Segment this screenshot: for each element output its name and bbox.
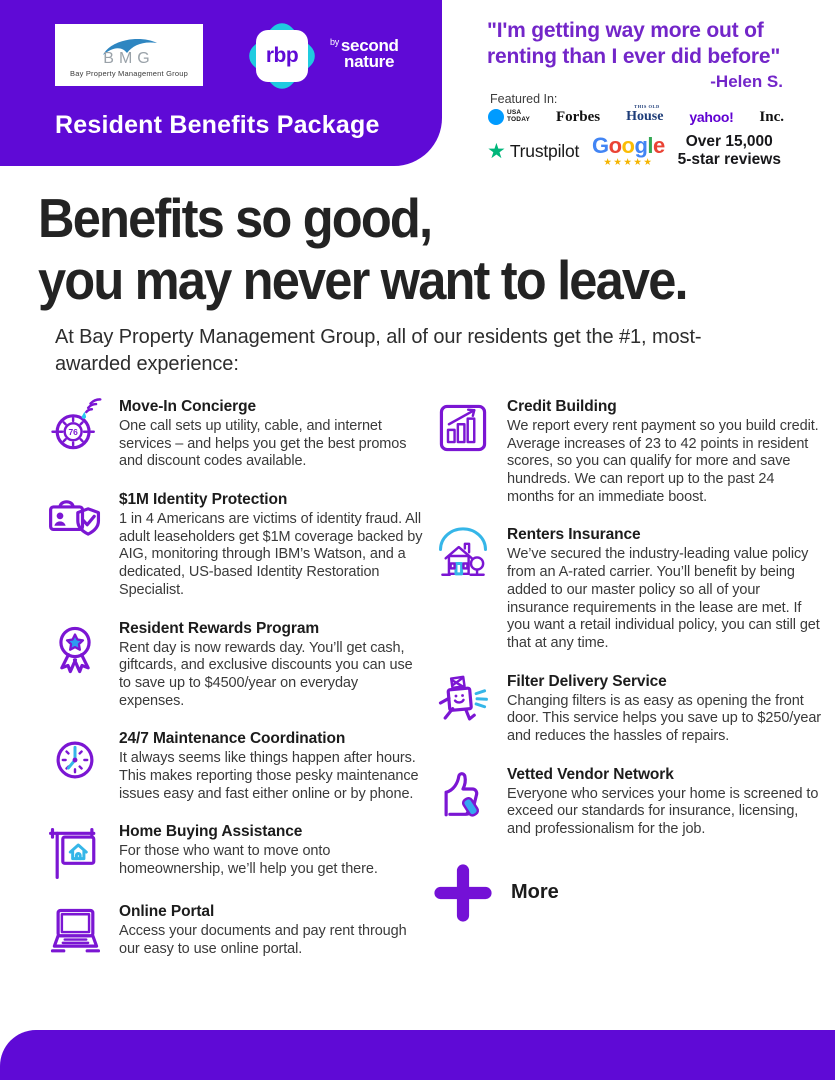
footer-banner — [0, 1030, 835, 1080]
usa-today-circle-icon — [488, 109, 504, 125]
second-nature-line1: second — [340, 36, 399, 55]
benefits-column-left — [45, 398, 423, 983]
benefit-title: Move-In Concierge — [119, 398, 256, 415]
benefit-title: More — [511, 881, 559, 904]
benefit-online-portal — [45, 903, 423, 963]
reviews-summary-line2: 5-star reviews — [677, 151, 781, 169]
benefit-home-buying — [45, 823, 423, 883]
quote-line-1: "I'm getting way more out of — [487, 19, 764, 42]
reviews-summary-line1: Over 15,000 — [685, 133, 773, 150]
testimonial — [487, 18, 813, 92]
svg-text:76: 76 — [68, 427, 78, 438]
benefit-description: For those who want to move onto homeownership, we’ll help you get there. — [119, 843, 378, 877]
benefit-title: Filter Delivery Service — [507, 672, 667, 690]
vetted-vendor-thumbs-up-icon — [433, 766, 493, 826]
trustpilot-star-icon: ★ — [487, 139, 506, 163]
benefit-description: Changing filters is as easy as opening the front door. This service helps you save up to $250/year and reduces the hassles of repairs. — [507, 692, 822, 744]
heading-line-1: Benefits so good, — [38, 187, 432, 249]
resident-rewards-icon — [45, 620, 105, 680]
second-nature-logo — [330, 38, 399, 69]
benefit-renters-insurance — [433, 526, 825, 652]
google-letter: o — [608, 132, 622, 158]
testimonial-quote — [487, 18, 813, 71]
benefit-description: Rent day is now rewards day. You’ll get cash, giftcards, and exclusive discounts you can use to save up to $4500/year on everyday expenses. — [119, 639, 413, 709]
plus-icon — [433, 863, 493, 923]
benefit-filter-delivery — [433, 673, 825, 746]
benefit-title: Online Portal — [119, 903, 215, 921]
yahoo-logo: yahoo! — [689, 109, 734, 125]
bmg-logo — [55, 24, 203, 86]
reviews-summary — [678, 133, 781, 170]
google-logo — [591, 132, 665, 168]
second-nature-line2: nature — [344, 51, 395, 71]
online-portal-laptop-icon — [45, 903, 105, 963]
reviews-row — [487, 133, 781, 170]
benefit-description: Everyone who services your home is screened to exceed our standards for insurance, licensing, and professionalism for the job. — [507, 785, 819, 837]
this-old-house-logo — [626, 104, 664, 125]
this-old-house-main: House — [626, 109, 664, 124]
rbp-wordmark: rbp — [256, 30, 308, 82]
bmg-name: Bay Property Management Group — [70, 69, 188, 78]
usa-today-line2: TODAY — [507, 116, 531, 123]
benefit-title: Credit Building — [507, 398, 617, 415]
benefit-description: It always seems like things happen after hours. This makes reporting those pesky maintenance issues easy and fast either online or by phone. — [119, 750, 419, 802]
inc-logo: Inc. — [759, 108, 784, 125]
page-subtitle: At Bay Property Management Group, all of our residents get the #1, most-awarded experience: — [55, 326, 702, 375]
page-title — [38, 188, 687, 311]
press-logos-row — [488, 104, 784, 130]
usa-today-line1: USA — [507, 109, 522, 117]
maintenance-clock-icon — [45, 730, 105, 790]
trustpilot-name: Trustpilot — [509, 140, 580, 161]
benefit-title: Vetted Vendor Network — [507, 765, 674, 783]
benefit-description: 1 in 4 Americans are victims of identity fraud. All adult leaseholders get $1M coverage backed by AIG, monitoring through IBM’s Watson, and a dedicated, US-based Identity Restoration Specialist. — [119, 511, 423, 598]
benefit-move-in-concierge — [45, 398, 423, 471]
this-old-house-top: THIS OLD — [634, 104, 660, 109]
quote-attribution: -Helen S. — [710, 71, 783, 91]
benefit-title: $1M Identity Protection — [119, 491, 288, 509]
benefit-title: 24/7 Maintenance Coordination — [119, 730, 346, 748]
google-stars-icon: ★★★★★ — [603, 156, 654, 168]
bmg-abbr: BMG — [103, 50, 155, 67]
quote-line-2: renting than I ever did before" — [487, 45, 781, 69]
benefit-resident-rewards — [45, 620, 423, 711]
google-letter: G — [591, 132, 609, 158]
benefit-vetted-vendors — [433, 766, 825, 839]
renters-insurance-house-icon — [433, 526, 493, 586]
home-buying-sign-icon — [45, 823, 105, 883]
package-title: Resident Benefits Package — [55, 111, 380, 139]
featured-in-label: Featured In: — [490, 92, 558, 106]
benefit-credit-building — [433, 398, 825, 506]
benefit-more — [433, 863, 825, 923]
benefit-description: One call sets up utility, cable, and internet services – and helps you get the best promos and discount codes available. — [119, 418, 407, 470]
second-nature-by: by — [330, 37, 339, 47]
benefits-grid — [45, 398, 825, 983]
identity-protection-icon — [45, 491, 105, 551]
heading-line-2: you may never want to leave. — [38, 248, 687, 311]
google-letter: o — [621, 132, 635, 158]
header-banner — [0, 0, 442, 166]
forbes-logo: Forbes — [555, 108, 601, 125]
google-letter: e — [653, 132, 665, 158]
trustpilot-logo — [487, 141, 579, 162]
rbp-logo — [246, 20, 318, 92]
benefit-title: Resident Rewards Program — [119, 619, 320, 637]
benefit-description: We’ve secured the industry-leading value policy from an A-rated carrier. You’ll benefit by being added to our master policy so all of your insurance requirements in the lease are met. If you want a retail individual policy, you can still get that at any time. — [507, 546, 820, 651]
benefit-description: Access your documents and pay rent through our easy to use online portal. — [119, 923, 407, 957]
benefit-title: Home Buying Assistance — [119, 823, 303, 841]
filter-delivery-box-icon — [433, 673, 493, 733]
benefit-identity-protection — [45, 491, 423, 599]
google-letter: g — [634, 132, 648, 158]
move-in-concierge-icon — [45, 398, 105, 458]
benefits-column-right — [433, 398, 825, 983]
usa-today-logo — [488, 109, 530, 125]
benefit-description: We report every rent payment so you build credit. Average increases of 23 to 42 points in resident scores, so you can qualify for more and save hundreds. We can report up to the past 24 months for an immediate boost. — [507, 418, 819, 505]
credit-building-chart-icon — [433, 398, 493, 458]
google-letter: l — [647, 132, 654, 158]
benefit-title: Renters Insurance — [507, 526, 641, 544]
benefit-maintenance — [45, 730, 423, 803]
